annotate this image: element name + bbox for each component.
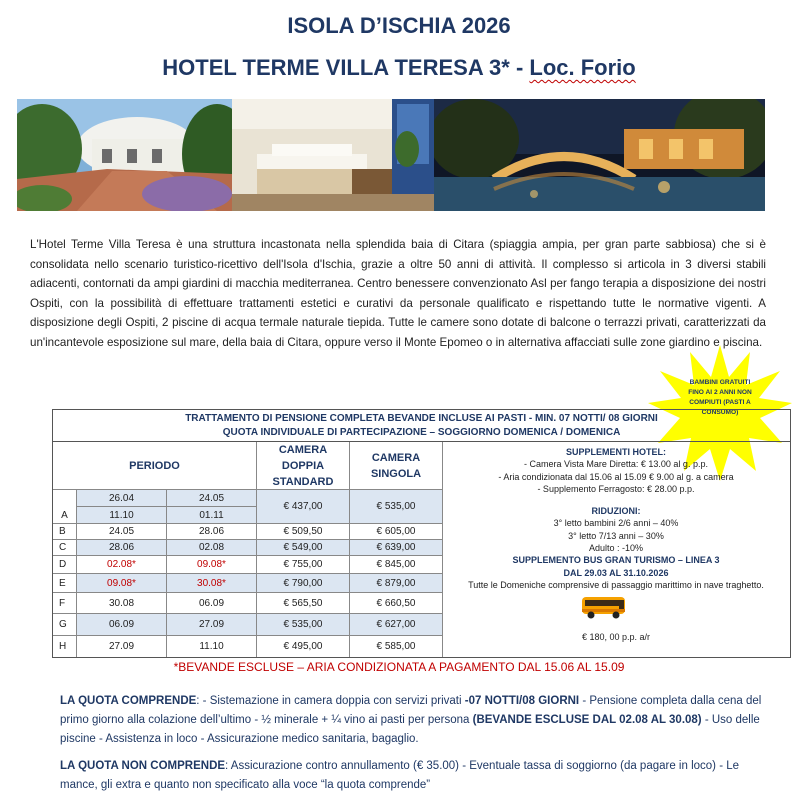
- includes-beverages-note: (BEVANDE ESCLUSE DAL 02.08 AL 30.08): [472, 714, 702, 726]
- supplement-item: - Aria condizionata dal 15.06 al 15.09 € 9.00 al g. a camera: [498, 471, 734, 482]
- table-header: [53, 410, 790, 442]
- table-cell-double-price: [257, 524, 350, 540]
- table-cell-to: [167, 556, 257, 574]
- includes-text: : - Sistemazione in camera doppia con servizi privati: [196, 695, 465, 707]
- quota-includes: [60, 692, 774, 749]
- reduction-item: 3° letto bambini 2/6 anni – 40%: [553, 518, 679, 529]
- table-cell-from: [77, 636, 167, 657]
- reductions-title: RIDUZIONI:: [591, 506, 641, 517]
- table-row-code: [53, 556, 77, 574]
- cell-to-label: 06.09: [198, 597, 225, 609]
- table-row-code: [53, 574, 77, 593]
- table-row-code: [53, 636, 77, 657]
- cell-double-label: € 790,00: [283, 577, 323, 589]
- cell-single-label: € 660,50: [376, 597, 416, 609]
- table-cell-to: [167, 593, 257, 614]
- col-header-single-label: CAMERA SINGOLA: [370, 451, 422, 480]
- row-code-label: G: [59, 619, 67, 630]
- cell-from-label: 09.08*: [107, 577, 136, 589]
- supplement-item: - Camera Vista Mare Diretta: € 13.00 al g. p.p.: [524, 459, 708, 470]
- table-cell-to: [167, 524, 257, 540]
- cell-to-label: 09.08*: [197, 559, 226, 570]
- cell-from-label: 26.04: [108, 492, 135, 504]
- includes-text: - Uso delle piscine - Assistenza in loco - Assicurazione medico sanitaria, bagaglio.: [60, 714, 760, 745]
- supplement-item: - Supplemento Ferragosto: € 28.00 p.p.: [537, 483, 695, 494]
- col-header-period-label: PERIODO: [129, 459, 180, 472]
- table-cell-to: [167, 540, 257, 556]
- includes-label: LA QUOTA COMPRENDE: [60, 695, 197, 707]
- beverages-excluded-note: *BEVANDE ESCLUSE – ARIA CONDIZIONATA A PAGAMENTO DAL 15.06 AL 15.09: [173, 660, 625, 674]
- hotel-title: [0, 55, 798, 81]
- row-code-label: E: [59, 577, 66, 589]
- table-cell-to: [167, 636, 257, 657]
- includes-text: - Pensione completa dalla cena del primo giorno alla colazione dell’ultimo - ½ minerale + ¼ vino ai pasti per persona: [60, 695, 762, 726]
- bus-icon: [443, 591, 789, 621]
- price-table: [52, 409, 791, 658]
- cell-to-label: 28.06: [198, 526, 225, 537]
- table-cell-from: [77, 490, 167, 507]
- table-cell-to: [167, 490, 257, 507]
- cell-to-label: 01.11: [199, 509, 224, 521]
- col-header-double-label: CAMERA DOPPIA STANDARD: [272, 443, 334, 488]
- col-header-single: [350, 442, 443, 490]
- bus-supplement-title: SUPPLEMENTO BUS GRAN TURISMO – LINEA 3: [512, 555, 720, 566]
- table-row-code: [53, 524, 77, 540]
- col-header-period: [53, 442, 257, 490]
- row-code-label: A: [61, 510, 68, 521]
- table-cell-double-price: [257, 574, 350, 593]
- excludes-text: : Assicurazione contro annullamento (€ 35.00) - Eventuale tassa di soggiorno (da pagare in loco) - Le mance, gli extra e quanto non specificato alla voce “la quota comprende”: [60, 760, 740, 791]
- table-cell-from: [77, 614, 167, 636]
- row-code-label: B: [59, 526, 66, 537]
- photo-hotel-pool-night: [434, 99, 765, 211]
- table-header-line1: TRATTAMENTO DI PENSIONE COMPLETA BEVANDE INCLUSE AI PASTI - MIN. 07 NOTTI/ 08 GIORNI: [185, 413, 658, 424]
- table-cell-from: [77, 556, 167, 574]
- table-cell-to: [167, 507, 257, 524]
- cell-from-label: 06.09: [108, 619, 135, 630]
- table-row-code: [53, 540, 77, 556]
- includes-nights: -07 NOTTI/08 GIORNI: [464, 695, 580, 707]
- table-cell-single-price: [350, 556, 443, 574]
- row-code-label: C: [59, 542, 67, 553]
- row-code-label: D: [59, 559, 67, 570]
- cell-single-label: € 627,00: [376, 619, 416, 630]
- table-cell-double-price: [257, 593, 350, 614]
- table-cell-single-price: [350, 574, 443, 593]
- cell-from-label: 30.08: [108, 597, 135, 609]
- cell-double-label: € 495,00: [283, 641, 323, 652]
- reduction-item: 3° letto 7/13 anni – 30%: [568, 530, 664, 541]
- cell-from-label: 11.10: [109, 509, 134, 521]
- cell-from-label: 02.08*: [107, 559, 136, 570]
- table-cell-single-price: [350, 636, 443, 657]
- table-cell-double-price: [257, 490, 350, 524]
- col-header-double: [257, 442, 350, 490]
- table-cell-to: [167, 574, 257, 593]
- hotel-description: L'Hotel Terme Villa Teresa è una struttura incastonata nella splendida baia di Citara (spiaggia ampia, per gran parte sabbiosa) che si è consolidata nello scenario turistico-ricettivo dell'Isola d'Ischia, grazie a oltre 50 anni di attività. Il complesso si articola in 3 diversi stabili adiacenti, contornati da ampi giardini di macchia mediterranea. Centro benessere convenzionato Asl per fango terapia a disposizione dei nostri Ospiti, con la possibilità di effettuare trattamenti estetici e curativi da personale qualificato e rispettando tutte le normative vigenti. A disposizione degli Ospiti, 2 piscine di acqua termale naturale tiepida. Tutte le camere sono dotate di balcone o terrazzi privati, caratterizzati da un'incantevole esposizione sul mare, della baia di Citara, oppure verso il Monte Epomeo o in alternativa affacciati sulle zone giardino e piscina.: [30, 238, 766, 349]
- cell-single-label: € 845,00: [376, 559, 416, 570]
- cell-to-label: 24.05: [198, 492, 225, 504]
- photo-hotel-room: [232, 99, 434, 211]
- supplements-panel: [443, 442, 789, 658]
- table-cell-from: [77, 593, 167, 614]
- cell-double-label: € 549,00: [283, 542, 323, 553]
- table-row-code: [53, 593, 77, 614]
- photo-hotel-exterior: [17, 99, 232, 211]
- cell-single-label: € 605,00: [376, 526, 416, 537]
- table-cell-double-price: [257, 636, 350, 657]
- cell-to-label: 27.09: [198, 619, 225, 630]
- table-cell-single-price: [350, 490, 443, 524]
- bus-supplement-dates: DAL 29.03 AL 31.10.2026: [563, 567, 669, 578]
- hotel-location: Loc. Forio: [529, 55, 636, 80]
- cell-to-label: 30.08*: [197, 577, 226, 589]
- cell-from-label: 24.05: [108, 526, 135, 537]
- table-cell-from: [77, 507, 167, 524]
- table-row-code: [53, 490, 77, 524]
- cell-single-label: € 879,00: [376, 577, 416, 589]
- table-cell-single-price: [350, 524, 443, 540]
- cell-single-label: € 639,00: [376, 542, 416, 553]
- hotel-name: HOTEL TERME VILLA TERESA 3*: [162, 55, 510, 80]
- table-cell-double-price: [257, 540, 350, 556]
- table-cell-from: [77, 574, 167, 593]
- cell-single-label: € 585,00: [376, 641, 416, 652]
- cell-to-label: 02.08: [198, 542, 225, 553]
- table-cell-single-price: [350, 593, 443, 614]
- badge-text: BAMBINI GRATUITI FINO AI 2 ANNI NON COMPIUTI (PASTI A CONSUMO): [688, 379, 752, 416]
- table-row-code: [53, 614, 77, 636]
- excludes-label: LA QUOTA NON COMPRENDE: [60, 760, 226, 772]
- table-cell-double-price: [257, 614, 350, 636]
- cell-double-label: € 509,50: [283, 526, 323, 537]
- bus-supplement-note: Tutte le Domeniche comprensive di passaggio marittimo in nave traghetto.: [468, 579, 764, 590]
- cell-from-label: 28.06: [108, 542, 135, 553]
- title-separator: -: [509, 55, 530, 80]
- table-cell-to: [167, 614, 257, 636]
- cell-to-label: 11.10: [199, 641, 224, 652]
- cell-double-label: € 565,50: [283, 597, 323, 609]
- table-cell-single-price: [350, 614, 443, 636]
- cell-from-label: 27.09: [108, 641, 135, 652]
- supplements-title: SUPPLEMENTI HOTEL:: [565, 447, 666, 457]
- table-cell-from: [77, 524, 167, 540]
- row-code-label: H: [59, 641, 67, 652]
- table-cell-double-price: [257, 556, 350, 574]
- table-header-line2: QUOTA INDIVIDUALE DI PARTECIPAZIONE – SOGGIORNO DOMENICA / DOMENICA: [222, 427, 621, 438]
- cell-single-label: € 535,00: [376, 501, 416, 512]
- row-code-label: F: [59, 597, 66, 609]
- table-cell-single-price: [350, 540, 443, 556]
- page-title: ISOLA D’ISCHIA 2026: [287, 13, 511, 38]
- cell-double-label: € 437,00: [283, 501, 323, 512]
- quota-excludes: [60, 757, 774, 795]
- table-cell-from: [77, 540, 167, 556]
- reduction-item: Adulto : -10%: [588, 543, 644, 554]
- bus-supplement-price: € 180, 00 p.p. a/r: [581, 632, 651, 643]
- cell-double-label: € 535,00: [283, 619, 323, 630]
- cell-double-label: € 755,00: [283, 559, 323, 570]
